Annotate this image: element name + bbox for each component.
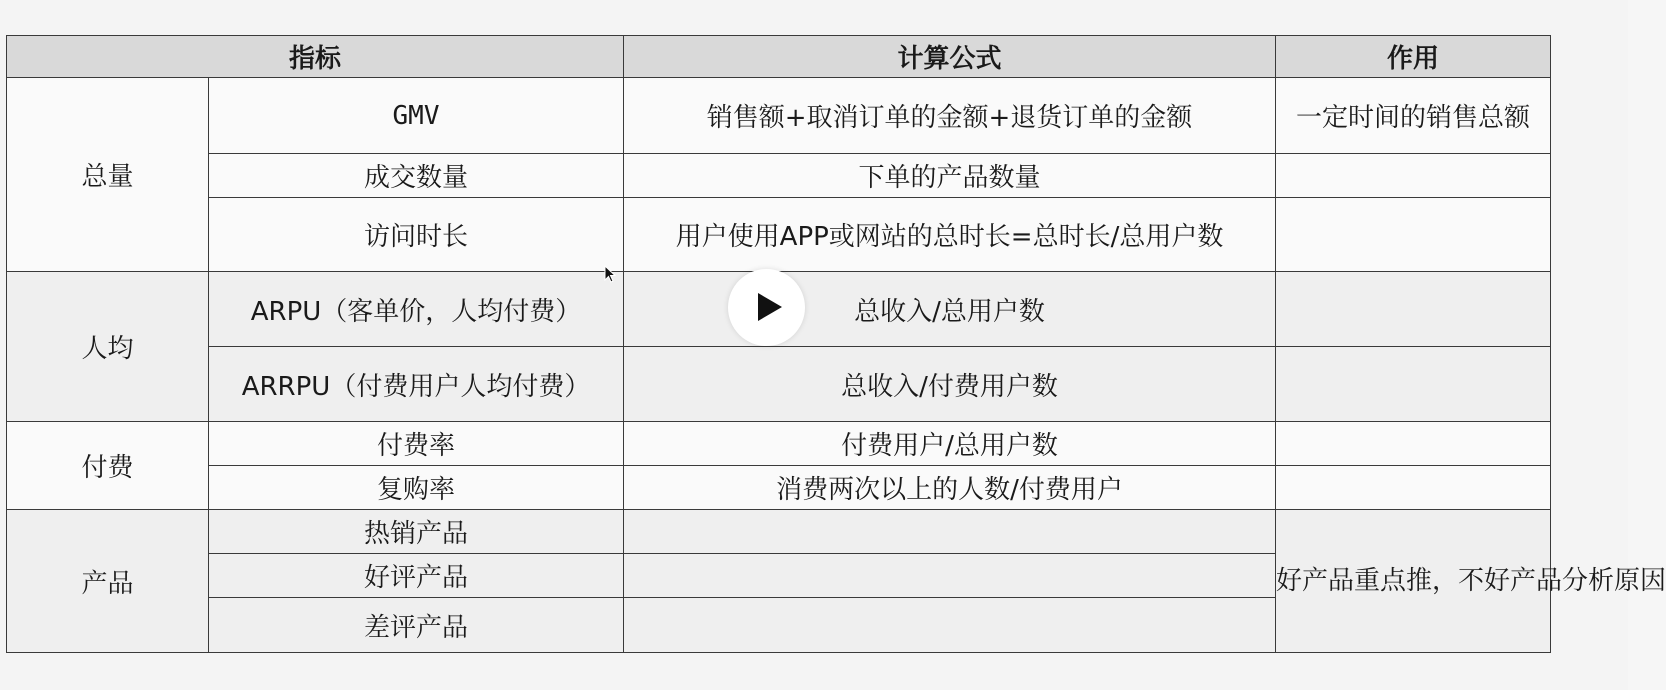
- table-row: [7, 422, 1551, 466]
- mouse-pointer-icon: [604, 265, 616, 283]
- metric-cell: ARRPU（付费用户人均付费）: [209, 347, 624, 422]
- formula-cell: 下单的产品数量: [624, 154, 1276, 198]
- formula-cell: [624, 510, 1276, 554]
- purpose-cell: [1276, 272, 1551, 347]
- group-label-product: 产品: [7, 510, 209, 653]
- purpose-cell: [1276, 154, 1551, 198]
- metric-cell: 成交数量: [209, 154, 624, 198]
- formula-cell: 付费用户/总用户数: [624, 422, 1276, 466]
- table-row: [7, 198, 1551, 272]
- formula-cell: 总收入/付费用户数: [624, 347, 1276, 422]
- header-formula: 计算公式: [624, 36, 1276, 78]
- formula-cell: [624, 598, 1276, 653]
- metric-cell: 付费率: [209, 422, 624, 466]
- purpose-cell: [1276, 466, 1551, 510]
- metric-cell: 差评产品: [209, 598, 624, 653]
- metric-cell: 访问时长: [209, 198, 624, 272]
- purpose-cell: [1276, 198, 1551, 272]
- metric-cell: 好评产品: [209, 554, 624, 598]
- table-row: [7, 347, 1551, 422]
- group-label-paying: 付费: [7, 422, 209, 510]
- header-metric: 指标: [7, 36, 624, 78]
- purpose-cell-product: 好产品重点推，不好产品分析原因: [1276, 510, 1551, 653]
- group-label-total: 总量: [7, 78, 209, 272]
- metric-cell: GMV: [209, 78, 624, 154]
- formula-cell: 用户使用APP或网站的总时长=总时长/总用户数: [624, 198, 1276, 272]
- formula-cell: 消费两次以上的人数/付费用户: [624, 466, 1276, 510]
- metric-cell: 复购率: [209, 466, 624, 510]
- play-icon: [758, 293, 782, 321]
- table-row: [7, 154, 1551, 198]
- header-purpose: 作用: [1276, 36, 1551, 78]
- group-label-per-capita: 人均: [7, 272, 209, 422]
- formula-cell: 总收入/总用户数: [624, 272, 1276, 347]
- header-row: [7, 36, 1551, 78]
- purpose-cell: [1276, 347, 1551, 422]
- formula-cell: 销售额+取消订单的金额+退货订单的金额: [624, 78, 1276, 154]
- formula-cell: [624, 554, 1276, 598]
- table-row: [7, 466, 1551, 510]
- play-button[interactable]: [728, 269, 805, 346]
- table-row: [7, 510, 1551, 554]
- metric-cell: 热销产品: [209, 510, 624, 554]
- metric-cell: ARPU（客单价，人均付费）: [209, 272, 624, 347]
- purpose-cell: [1276, 422, 1551, 466]
- purpose-cell: 一定时间的销售总额: [1276, 78, 1551, 154]
- table-row: [7, 78, 1551, 154]
